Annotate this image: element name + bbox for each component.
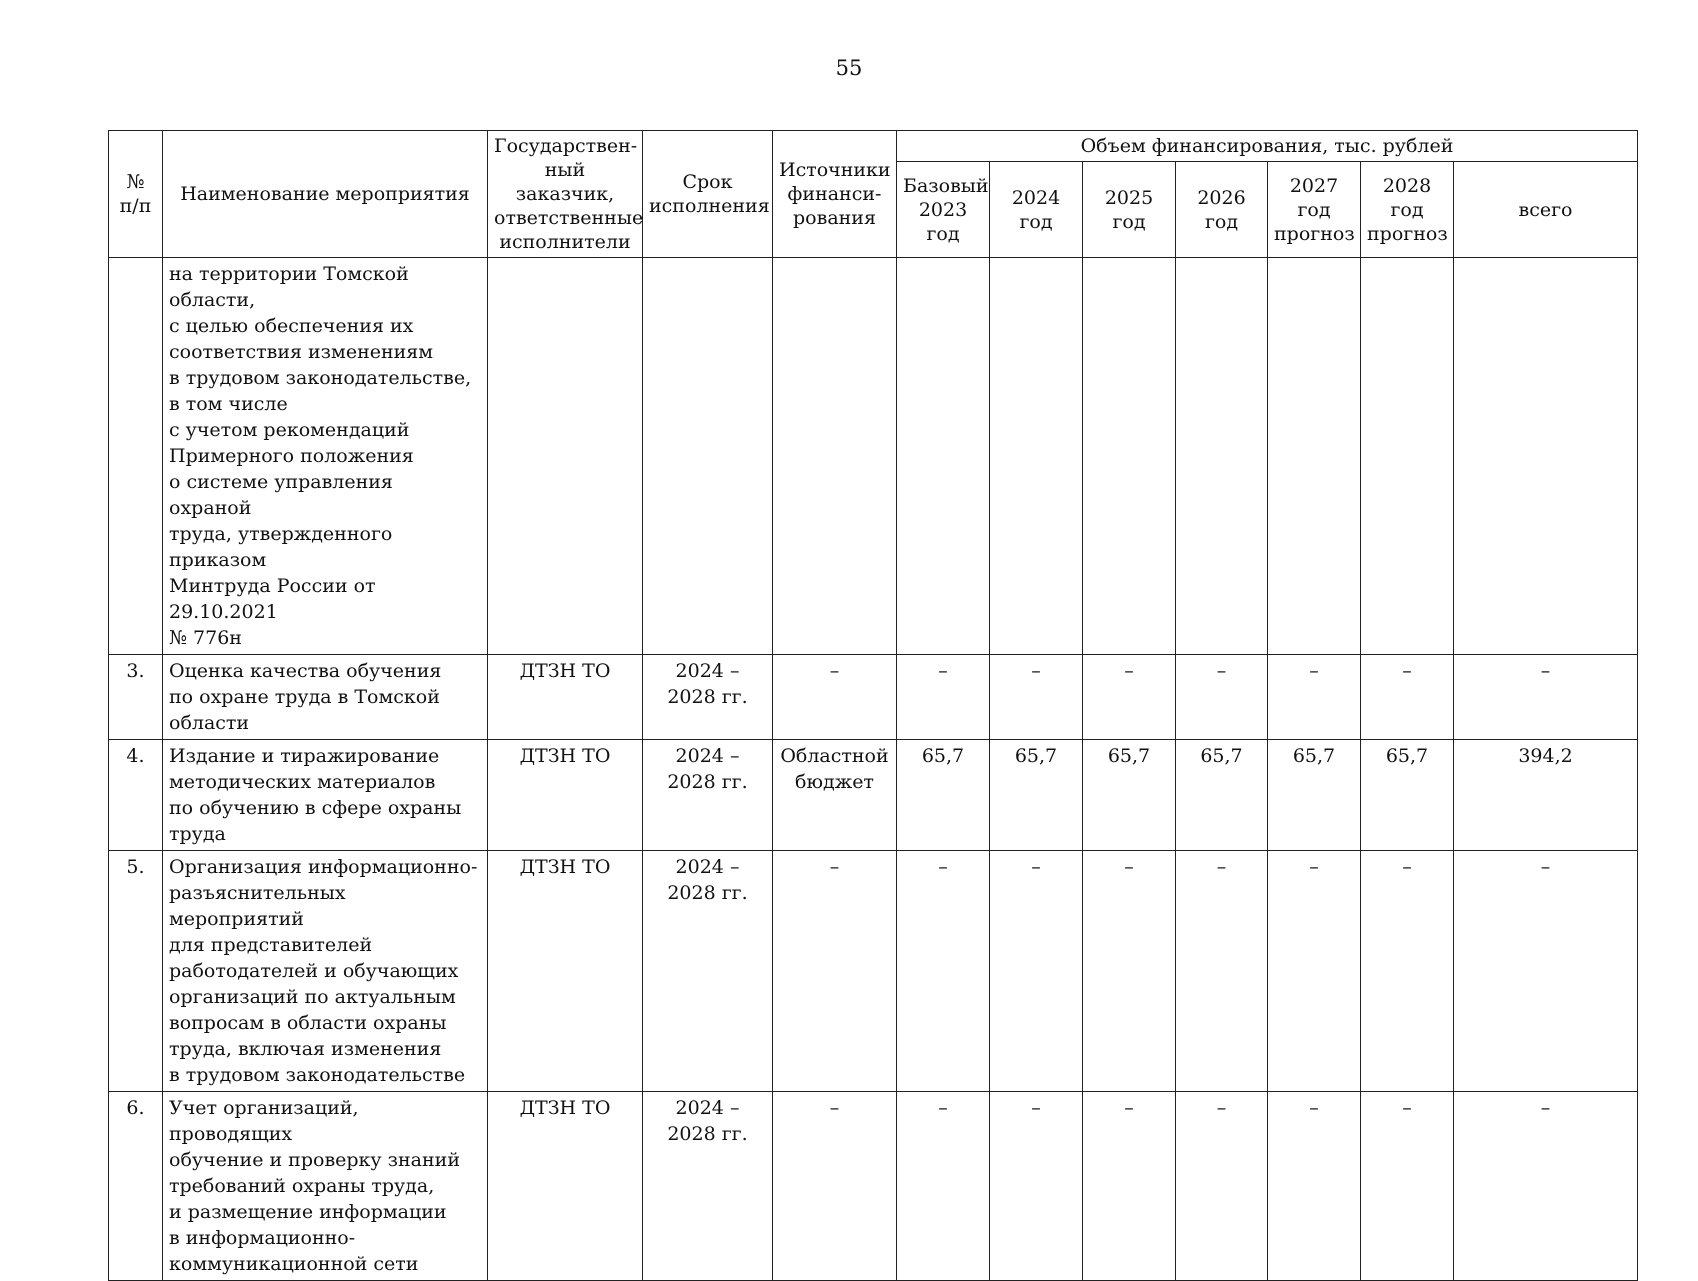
value-total: – xyxy=(1454,851,1638,1092)
value-base-2023 xyxy=(897,258,990,655)
funding-source: – xyxy=(773,1092,897,1281)
value-2026: – xyxy=(1176,851,1268,1092)
value-2028: – xyxy=(1361,851,1454,1092)
value-2026 xyxy=(1176,258,1268,655)
activity-name: Издание и тиражирование методических материалов по обучению в сфере охраны труда xyxy=(163,740,488,851)
term: 2024 – 2028 гг. xyxy=(643,655,773,740)
term xyxy=(643,258,773,655)
header-source: Источники финанси- рования xyxy=(773,131,897,258)
row-num xyxy=(109,258,163,655)
customer: ДТЗН ТО xyxy=(488,655,643,740)
value-2025: – xyxy=(1083,1092,1176,1281)
activity-name: Оценка качества обучения по охране труда в Томской области xyxy=(163,655,488,740)
value-2028: – xyxy=(1361,655,1454,740)
header-row-top xyxy=(109,131,1638,162)
customer: ДТЗН ТО xyxy=(488,851,643,1092)
page-number: 55 xyxy=(835,56,863,80)
value-2028: – xyxy=(1361,1092,1454,1281)
header-2024: 2024 год xyxy=(990,162,1083,258)
header-term: Срок исполнения xyxy=(643,131,773,258)
value-total: 394,2 xyxy=(1454,740,1638,851)
term: 2024 – 2028 гг. xyxy=(643,851,773,1092)
value-2027: – xyxy=(1268,851,1361,1092)
activity-name: Учет организаций, проводящих обучение и проверку знаний требований охраны труда, и размещение информации в информационно- коммуникационной сети xyxy=(163,1092,488,1281)
header-total: всего xyxy=(1454,162,1638,258)
term: 2024 – 2028 гг. xyxy=(643,740,773,851)
header-customer: Государствен- ный заказчик, ответственные исполнители xyxy=(488,131,643,258)
header-num: № п/п xyxy=(109,131,163,258)
header-2027: 2027 год прогноз xyxy=(1268,162,1361,258)
row-num: 3. xyxy=(109,655,163,740)
funding-source: – xyxy=(773,851,897,1092)
value-base-2023: – xyxy=(897,655,990,740)
value-2027 xyxy=(1268,258,1361,655)
funding-source: – xyxy=(773,655,897,740)
value-2024: – xyxy=(990,1092,1083,1281)
value-2025 xyxy=(1083,258,1176,655)
table-row xyxy=(109,655,1638,740)
value-base-2023: – xyxy=(897,1092,990,1281)
value-2025: 65,7 xyxy=(1083,740,1176,851)
value-2027: – xyxy=(1268,1092,1361,1281)
header-2028: 2028 год прогноз xyxy=(1361,162,1454,258)
value-2026: – xyxy=(1176,655,1268,740)
table-row xyxy=(109,258,1638,655)
value-2025: – xyxy=(1083,655,1176,740)
funding-source xyxy=(773,258,897,655)
value-2027: – xyxy=(1268,655,1361,740)
header-2026: 2026 год xyxy=(1176,162,1268,258)
header-2025: 2025 год xyxy=(1083,162,1176,258)
value-2024: 65,7 xyxy=(990,740,1083,851)
header-activity-name: Наименование мероприятия xyxy=(163,131,488,258)
row-num: 6. xyxy=(109,1092,163,1281)
customer: ДТЗН ТО xyxy=(488,1092,643,1281)
row-num: 4. xyxy=(109,740,163,851)
value-total: – xyxy=(1454,655,1638,740)
program-activities-table xyxy=(108,130,1638,1281)
value-base-2023: 65,7 xyxy=(897,740,990,851)
table-row xyxy=(109,740,1638,851)
table-row xyxy=(109,1092,1638,1281)
table-row xyxy=(109,851,1638,1092)
customer: ДТЗН ТО xyxy=(488,740,643,851)
header-base-2023: Базовый 2023 год xyxy=(897,162,990,258)
activity-name: Организация информационно- разъяснительных мероприятий для представителей работодателей и обучающих организаций по актуальным вопросам в области охраны труда, включая изменения в трудовом законодательстве xyxy=(163,851,488,1092)
customer xyxy=(488,258,643,655)
value-2024: – xyxy=(990,655,1083,740)
value-total: – xyxy=(1454,1092,1638,1281)
value-total xyxy=(1454,258,1638,655)
funding-source: Областной бюджет xyxy=(773,740,897,851)
value-2028: 65,7 xyxy=(1361,740,1454,851)
value-2024: – xyxy=(990,851,1083,1092)
term: 2024 – 2028 гг. xyxy=(643,1092,773,1281)
value-2024 xyxy=(990,258,1083,655)
value-base-2023: – xyxy=(897,851,990,1092)
value-2026: – xyxy=(1176,1092,1268,1281)
value-2026: 65,7 xyxy=(1176,740,1268,851)
row-num: 5. xyxy=(109,851,163,1092)
value-2025: – xyxy=(1083,851,1176,1092)
value-2027: 65,7 xyxy=(1268,740,1361,851)
activity-name: на территории Томской области, с целью обеспечения их соответствия изменениям в трудовом законодательстве, в том числе с учетом рекомендаций Примерного положения о системе управления охраной труда, утвержденного приказом Минтруда России от 29.10.2021 № 776н xyxy=(163,258,488,655)
header-funding-group: Объем финансирования, тыс. рублей xyxy=(897,131,1638,162)
value-2028 xyxy=(1361,258,1454,655)
